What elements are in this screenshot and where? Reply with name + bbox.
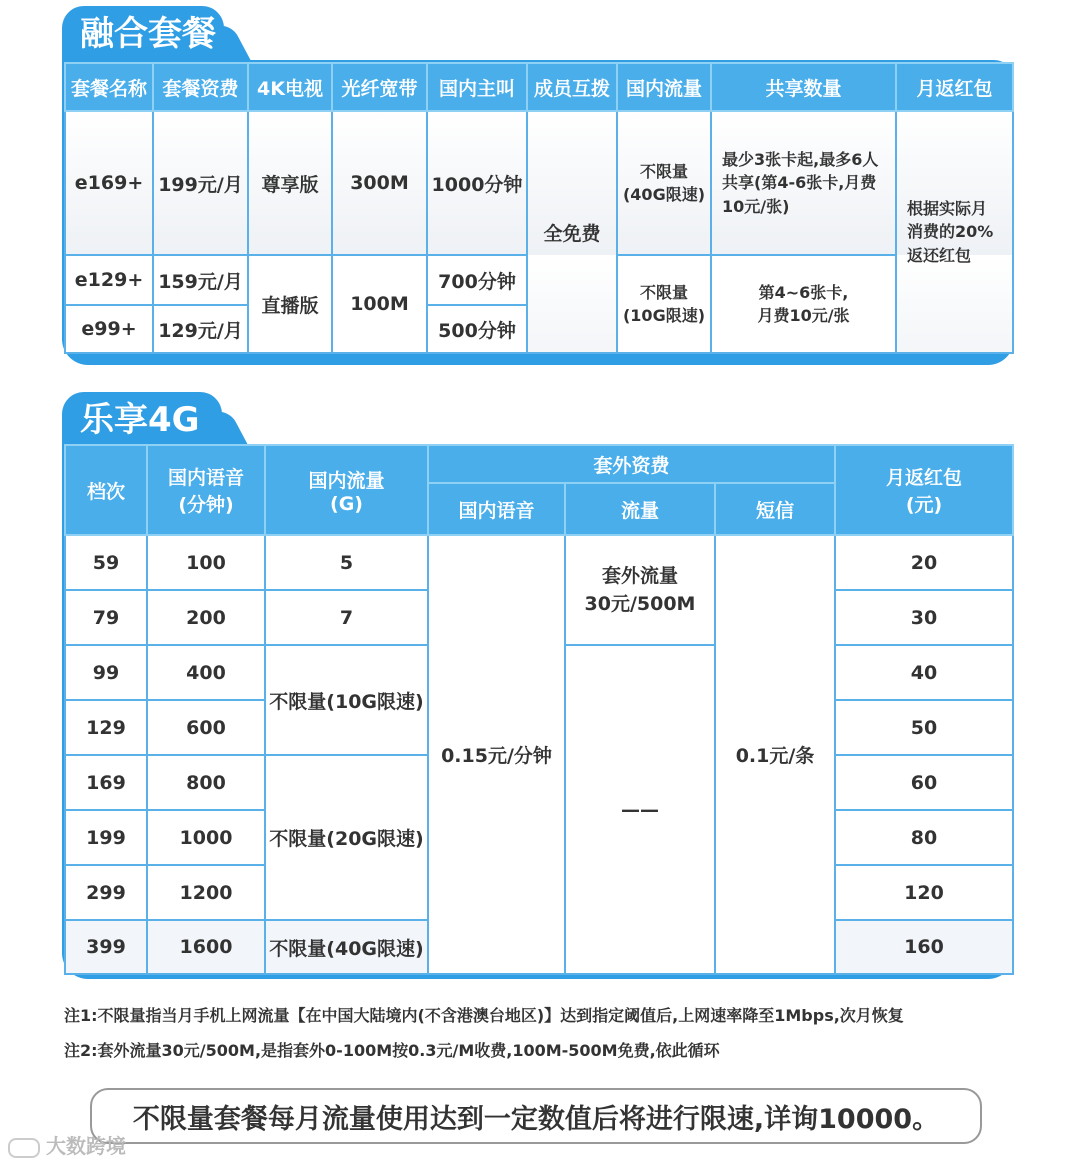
combo-plan-table <box>64 62 1014 354</box>
tier: 199 <box>65 810 147 865</box>
header-domestic-call: 国内主叫 <box>427 63 527 111</box>
data-gb: 不限量(20G限速) <box>265 755 428 920</box>
red-packet-yuan: 60 <box>835 755 1013 810</box>
header-member-call: 成员互拨 <box>527 63 617 111</box>
tier: 79 <box>65 590 147 645</box>
voice-minutes: 800 <box>147 755 265 810</box>
call-minutes: 700分钟 <box>427 255 527 305</box>
limit-notice-banner: 不限量套餐每月流量使用达到一定数值后将进行限速,详询10000。 <box>90 1088 982 1144</box>
watermark-logo-icon <box>8 1138 40 1158</box>
overage-data-dash: —— <box>565 645 715 974</box>
tier: 169 <box>65 755 147 810</box>
tier: 399 <box>65 920 147 974</box>
voice-minutes: 600 <box>147 700 265 755</box>
plan-name: e129+ <box>65 255 153 305</box>
header-plan-name: 套餐名称 <box>65 63 153 111</box>
voice-minutes: 1000 <box>147 810 265 865</box>
header-plan-price: 套餐资费 <box>153 63 248 111</box>
voice-minutes: 100 <box>147 535 265 590</box>
voice-minutes: 1600 <box>147 920 265 974</box>
voice-minutes: 400 <box>147 645 265 700</box>
header-domestic-data: 国内流量 <box>617 63 711 111</box>
header-broadband: 光纤宽带 <box>332 63 427 111</box>
voice-minutes: 200 <box>147 590 265 645</box>
overage-data-price: 套外流量 30元/500M <box>565 535 715 645</box>
header-data: 国内流量 (G) <box>265 445 428 535</box>
data-allowance: 不限量 (40G限速) <box>617 111 711 255</box>
red-packet-yuan: 30 <box>835 590 1013 645</box>
red-packet-yuan: 20 <box>835 535 1013 590</box>
data-gb: 不限量(40G限速) <box>265 920 428 974</box>
call-minutes: 1000分钟 <box>427 111 527 255</box>
tier: 59 <box>65 535 147 590</box>
broadband-speed: 300M <box>332 111 427 255</box>
voice-minutes: 1200 <box>147 865 265 920</box>
overage-sms-price: 0.1元/条 <box>715 535 835 974</box>
header-overage-sms: 短信 <box>715 483 835 535</box>
data-gb: 5 <box>265 535 428 590</box>
broadband-speed: 100M <box>332 255 427 353</box>
red-packet-yuan: 40 <box>835 645 1013 700</box>
member-call-free: 全免费 <box>527 111 617 353</box>
tv-version: 尊享版 <box>248 111 332 255</box>
data-allowance: 不限量 (10G限速) <box>617 255 711 353</box>
red-packet-yuan: 120 <box>835 865 1013 920</box>
plan-price: 159元/月 <box>153 255 248 305</box>
header-red-packet: 月返红包 <box>896 63 1013 111</box>
plan-name: e169+ <box>65 111 153 255</box>
section2-title: 乐享4G <box>62 392 222 448</box>
header-red-packet: 月返红包 (元) <box>835 445 1013 535</box>
data-gb: 不限量(10G限速) <box>265 645 428 755</box>
red-packet-yuan: 160 <box>835 920 1013 974</box>
header-tier: 档次 <box>65 445 147 535</box>
header-overage-data: 流量 <box>565 483 715 535</box>
le-xiang-4g-table <box>64 444 1014 975</box>
share-info: 最少3张卡起,最多6人共享(第4-6张卡,月费10元/张) <box>711 111 896 255</box>
tier: 299 <box>65 865 147 920</box>
section1-title: 融合套餐 <box>62 6 224 62</box>
overage-voice-price: 0.15元/分钟 <box>428 535 565 974</box>
red-packet-yuan: 50 <box>835 700 1013 755</box>
share-info: 第4~6张卡, 月费10元/张 <box>711 255 896 353</box>
header-overage: 套外资费 <box>428 445 835 483</box>
plan-name: e99+ <box>65 305 153 353</box>
data-gb: 7 <box>265 590 428 645</box>
tv-version: 直播版 <box>248 255 332 353</box>
plan-price: 199元/月 <box>153 111 248 255</box>
watermark <box>8 1130 126 1159</box>
plan-price: 129元/月 <box>153 305 248 353</box>
watermark-text: 大数跨境 <box>46 1134 126 1158</box>
header-voice: 国内语音 (分钟) <box>147 445 265 535</box>
tier: 99 <box>65 645 147 700</box>
note-2: 注2:套外流量30元/500M,是指套外0-100M按0.3元/M收费,100M-500M免费,依此循环 <box>64 1041 720 1060</box>
call-minutes: 500分钟 <box>427 305 527 353</box>
header-share-count: 共享数量 <box>711 63 896 111</box>
tier: 129 <box>65 700 147 755</box>
header-4k-tv: 4K电视 <box>248 63 332 111</box>
header-overage-voice: 国内语音 <box>428 483 565 535</box>
red-packet-info: 根据实际月消费的20%返还红包 <box>896 111 1013 353</box>
note-1: 注1:不限量指当月手机上网流量【在中国大陆境内(不含港澳台地区)】达到指定阈值后,上网速率降至1Mbps,次月恢复 <box>64 1006 904 1025</box>
red-packet-yuan: 80 <box>835 810 1013 865</box>
